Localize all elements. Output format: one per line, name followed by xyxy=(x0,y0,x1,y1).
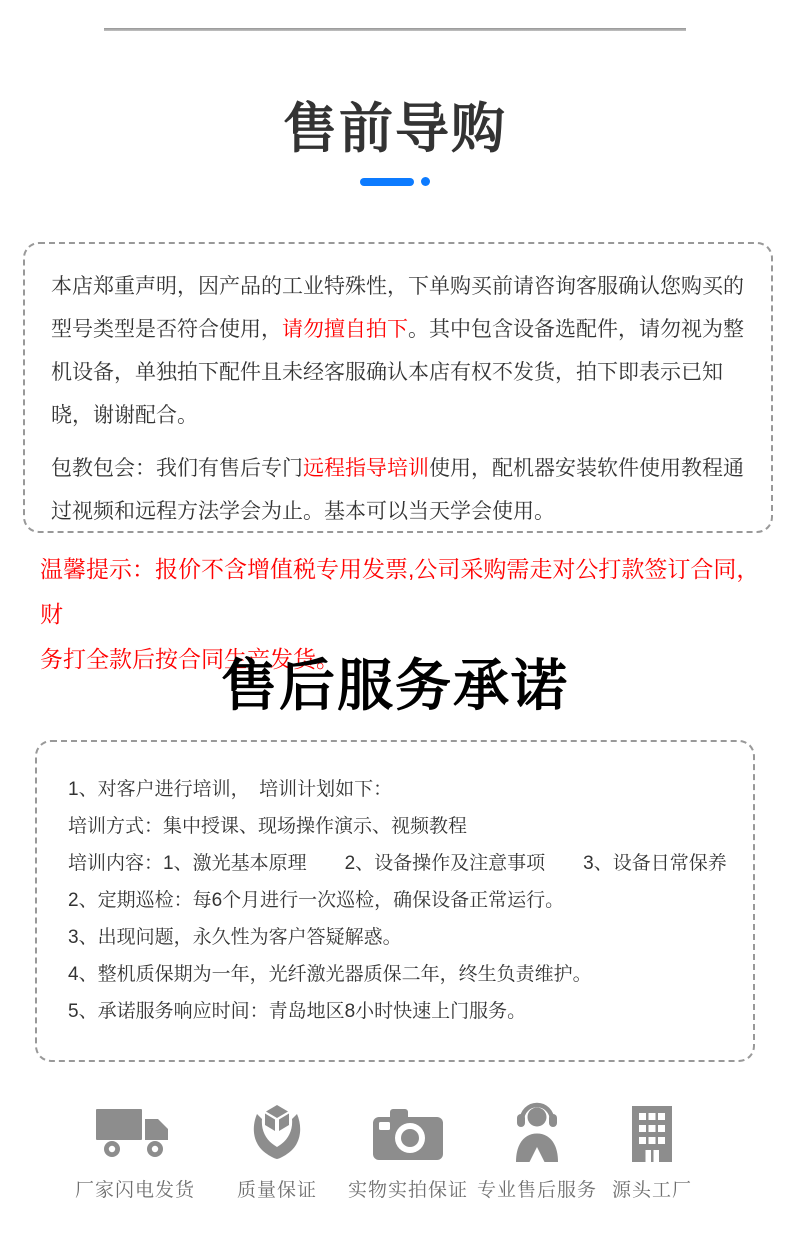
warm-tip-line-1: 温馨提示：报价不含增值税专用发票,公司采购需走对公打款签订合同，财 xyxy=(40,556,760,627)
factory-building-icon xyxy=(577,1098,727,1162)
service-line-5: 3、出现问题，永久性为客户答疑解惑。 xyxy=(68,927,402,948)
feature-label: 专业售后服务 xyxy=(476,1180,597,1201)
feature-label: 厂家闪电发货 xyxy=(74,1180,195,1201)
accent-bar xyxy=(360,178,414,186)
notice-p2-text-cont: 使用，配机器安装软件使用教程通过视频和远程方法学会为止。基本可以当天学会使用。 xyxy=(51,457,744,523)
feature-row xyxy=(0,1098,790,1218)
feature-shipping xyxy=(60,1098,210,1202)
feature-factory xyxy=(577,1098,727,1202)
service-line-4: 2、定期巡检：每6个月进行一次巡检，确保设备正常运行。 xyxy=(68,890,565,911)
feature-photo xyxy=(333,1098,483,1202)
feature-quality xyxy=(202,1098,352,1202)
notice-p1-red-text: 请勿擅自拍下 xyxy=(282,318,408,341)
quality-hands-icon xyxy=(202,1098,352,1162)
notice-p2-red-text: 远程指导培训 xyxy=(303,457,429,480)
service-line-6: 4、整机质保期为一年，光纤激光器质保二年，终生负责维护。 xyxy=(68,964,592,985)
presale-title: 售前导购 xyxy=(283,99,507,159)
top-divider xyxy=(104,28,686,31)
service-line-7: 5、承诺服务响应时间：青岛地区8小时快速上门服务。 xyxy=(68,1001,527,1022)
feature-label: 源头工厂 xyxy=(611,1180,692,1201)
presale-notice-box xyxy=(23,242,773,533)
camera-icon xyxy=(333,1098,483,1162)
notice-p1-text: 本店郑重声明，因产品的工业特殊性，下单购买前请咨询客服确认您购买的型号类型是否符合使用， xyxy=(51,275,744,341)
service-line-1: 1、对客户进行培训， 培训计划如下： xyxy=(68,779,393,800)
notice-paragraph-2 xyxy=(51,447,745,533)
notice-p1-text-cont: 。其中包含设备选配件，请勿视为整机设备，单独拍下配件且未经客服确认本店有权不发货，拍下即表示已知晓，谢谢配合。 xyxy=(51,318,744,427)
notice-paragraph-1 xyxy=(51,265,745,437)
service-line-3: 培训内容：1、激光基本原理 2、设备操作及注意事项 3、设备日常保养 xyxy=(68,853,727,874)
service-line-2: 培训方式：集中授课、现场操作演示、视频教程 xyxy=(68,816,468,837)
truck-icon xyxy=(60,1098,210,1162)
aftersale-title: 售后服务承诺 xyxy=(221,654,569,717)
warm-tip-line-2: 务打全款后按合同生产发货。 xyxy=(40,646,339,672)
notice-p2-text: 包教包会：我们有售后专门 xyxy=(51,457,303,480)
title-accent xyxy=(360,177,430,186)
service-commitment-box xyxy=(35,740,755,1062)
feature-label: 实物实拍保证 xyxy=(347,1180,468,1201)
feature-label: 质量保证 xyxy=(236,1180,317,1201)
accent-dot xyxy=(421,177,430,186)
